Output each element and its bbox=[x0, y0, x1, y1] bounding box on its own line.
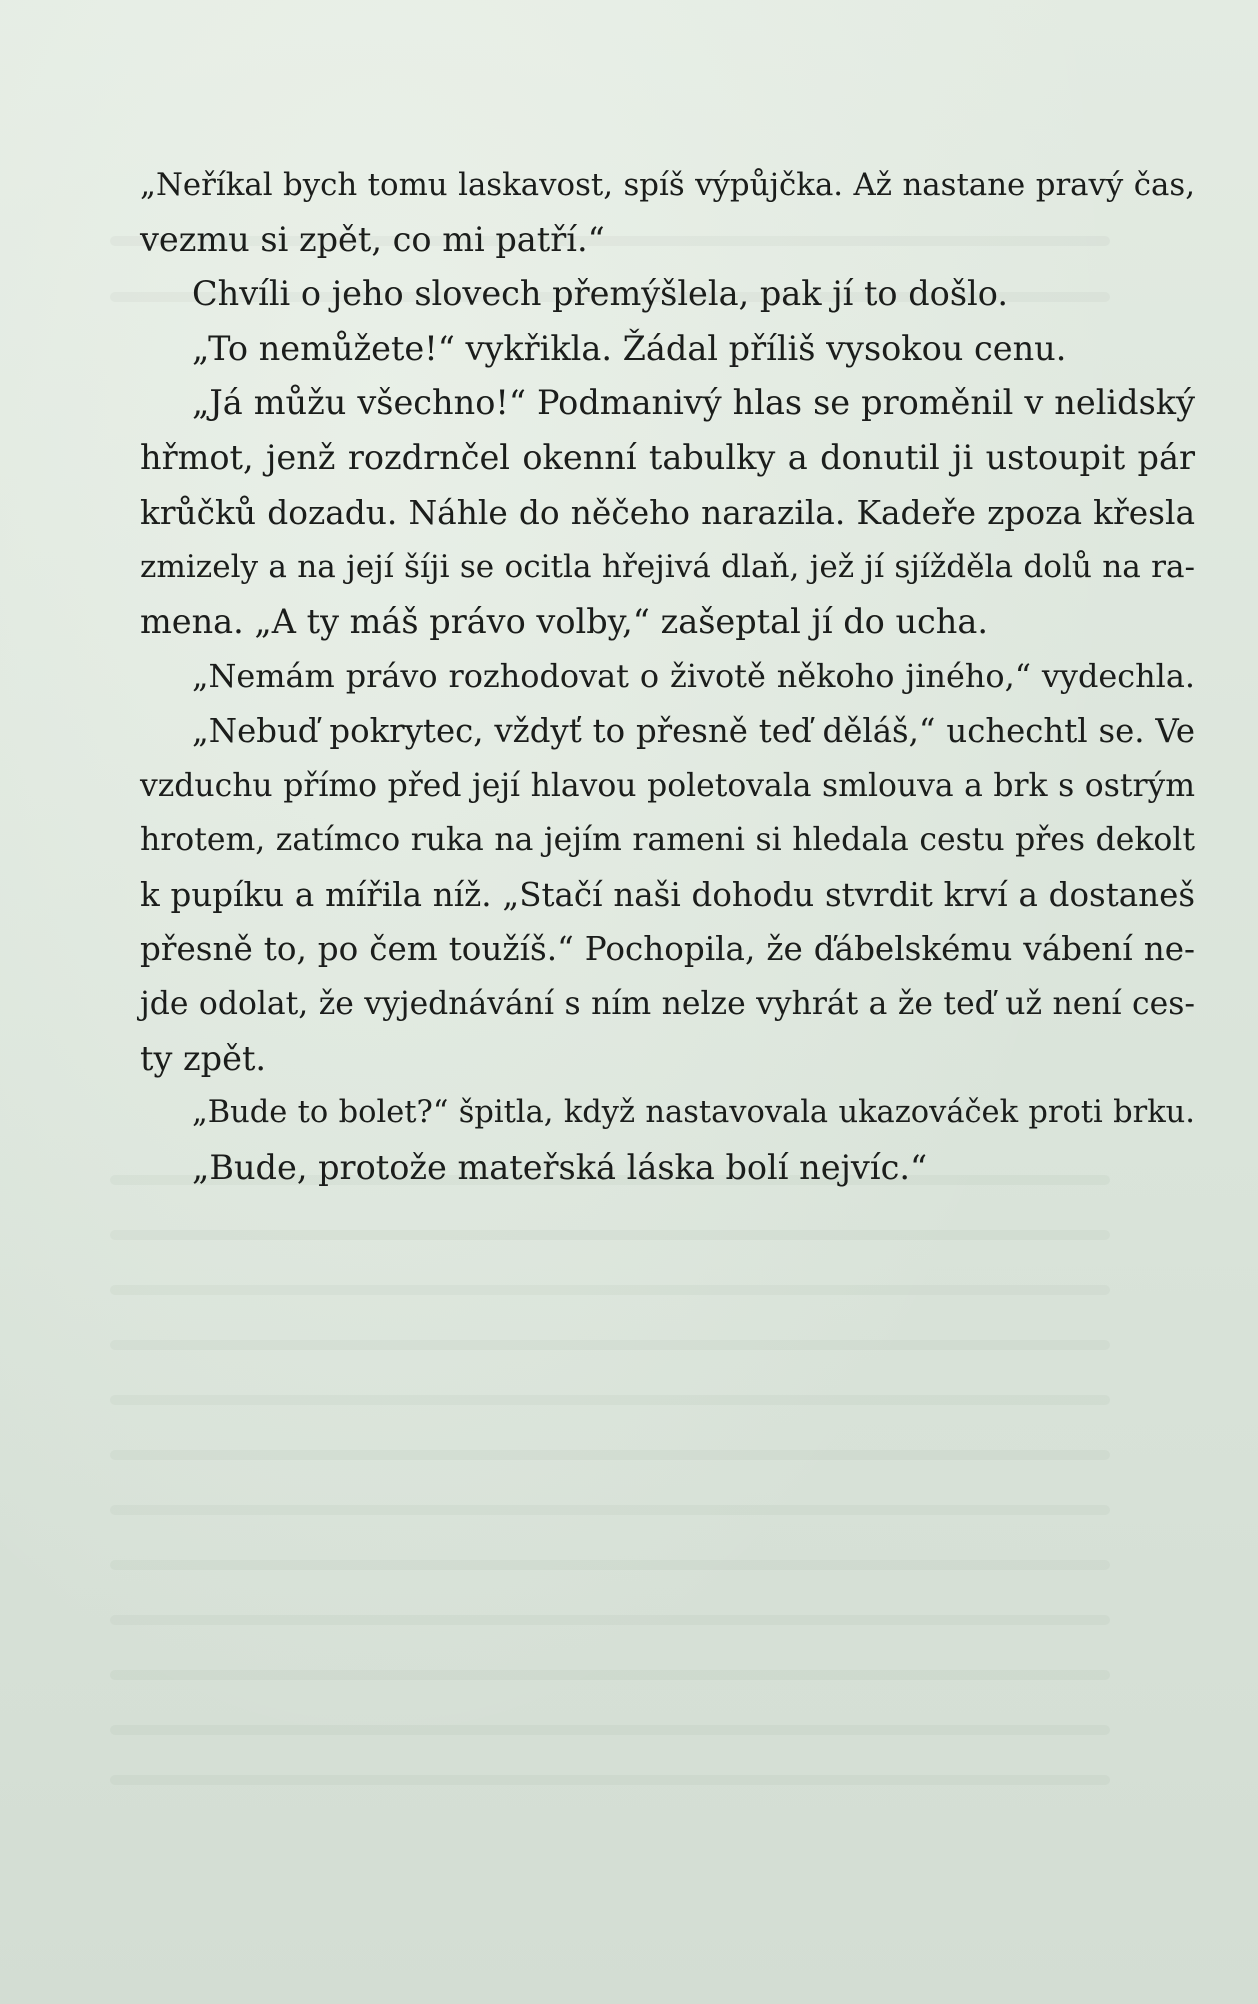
text-line: „Nemám právo rozhodovat o životě někoho jiného,“ vydechla. bbox=[192, 657, 1195, 696]
text-line: zmizely a na její šíji se ocitla hřejivá dlaň, jež jí sjížděla dolů na ra- bbox=[140, 549, 1195, 586]
show-through-line bbox=[110, 1615, 1110, 1625]
show-through-line bbox=[110, 1340, 1110, 1350]
text-line: „To nemůžete!“ vykřikla. Žádal příliš vysokou cenu. bbox=[192, 328, 1067, 368]
text-line: hrotem, zatímco ruka na jejím rameni si hledala cestu přes dekolt bbox=[140, 822, 1195, 859]
text-line: „Bude to bolet?“ špitla, když nastavovala ukazováček proti brku. bbox=[192, 1095, 1195, 1131]
text-line: Chvíli o jeho slovech přemýšlela, pak jí to došlo. bbox=[192, 274, 1008, 314]
show-through-line bbox=[110, 1230, 1110, 1240]
text-line: vzduchu přímo před její hlavou poletovala smlouva a brk s ostrým bbox=[140, 767, 1195, 804]
body-text bbox=[140, 158, 1195, 1195]
text-line: hřmot, jenž rozdrnčel okenní tabulky a donutil ji ustoupit pár bbox=[140, 437, 1195, 477]
text-line: ty zpět. bbox=[140, 1038, 267, 1078]
show-through-line bbox=[110, 1725, 1110, 1735]
show-through-line bbox=[110, 1285, 1110, 1295]
text-line: k pupíku a mířila níž. „Stačí naši dohodu stvrdit krví a dostaneš bbox=[140, 875, 1195, 914]
text-line: „Bude, protože mateřská láska bolí nejvíc.“ bbox=[192, 1147, 928, 1187]
text-line: jde odolat, že vyjednávání s ním nelze vyhrát a že teď už není ces- bbox=[140, 985, 1195, 1022]
text-line: „Neříkal bych tomu laskavost, spíš výpůjčka. Až nastane pravý čas, bbox=[140, 167, 1195, 203]
text-line: krůčků dozadu. Náhle do něčeho narazila. Kadeře zpoza křesla bbox=[140, 493, 1195, 532]
text-line: přesně to, po čem toužíš.“ Pochopila, že ďábelskému vábení ne- bbox=[140, 930, 1195, 969]
show-through-line bbox=[110, 1505, 1110, 1515]
text-line: mena. „A ty máš právo volby,“ zašeptal jí do ucha. bbox=[140, 601, 989, 641]
text-line: vezmu si zpět, co mi patří.“ bbox=[140, 219, 605, 259]
show-through-line bbox=[110, 1670, 1110, 1680]
text-line: „Nebuď pokrytec, vždyť to přesně teď děláš,“ uchechtl se. Ve bbox=[192, 711, 1195, 750]
show-through-line bbox=[110, 1560, 1110, 1570]
show-through-line bbox=[110, 1450, 1110, 1460]
text-line: „Já můžu všechno!“ Podmanivý hlas se proměnil v nelidský bbox=[192, 383, 1195, 423]
show-through-line bbox=[110, 1775, 1110, 1785]
show-through-line bbox=[110, 1395, 1110, 1405]
